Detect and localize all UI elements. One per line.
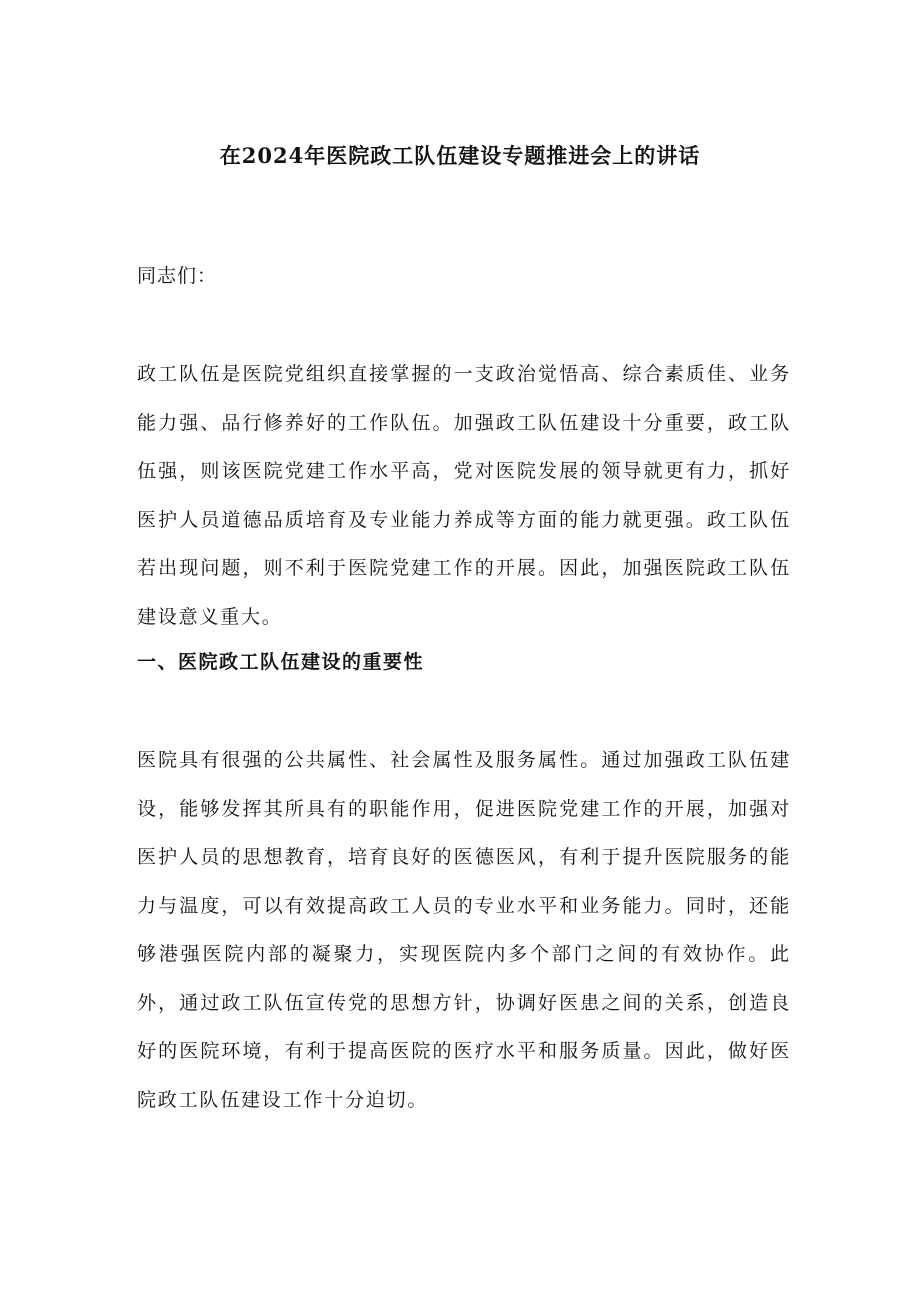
section-paragraph-importance: 医院具有很强的公共属性、社会属性及服务属性。通过加强政工队伍建设，能够发挥其所具有的职能作用，促进医院党建工作的开展，加强对医护人员的思想教育，培育良好的医德医风，有利于提升医院服务的能力与温度，可以有效提高政工人员的专业水平和业务能力。同时，还能够港强医院内部的凝聚力，实现医院内多个部门之间的有效协作。此外，通过政工队伍宣传党的思想方针，协调好医患之间的关系，创造良好的医院环境，有利于提高医院的医疗水平和服务质量。因此，做好医院政工队伍建设工作十分迫切。 [137,749,791,1111]
salutation: 同志们： [137,265,218,287]
section-heading-importance: 一、医院政工队伍建设的重要性 [137,651,425,673]
document-title: 在2024年医院政工队伍建设专题推进会上的讲话 [219,143,701,168]
intro-paragraph: 政工队伍是医院党组织直接掌握的一支政治觉悟高、综合素质佳、业务能力强、品行修养好的工作队伍。加强政工队伍建设十分重要，政工队伍强，则该医院党建工作水平高，党对医院发展的领导就更有力，抓好医护人员道德品质培育及专业能力养成等方面的能力就更强。政工队伍若出现问题，则不利于医院党建工作的开展。因此，加强医院政工队伍建设意义重大。 [137,363,791,628]
